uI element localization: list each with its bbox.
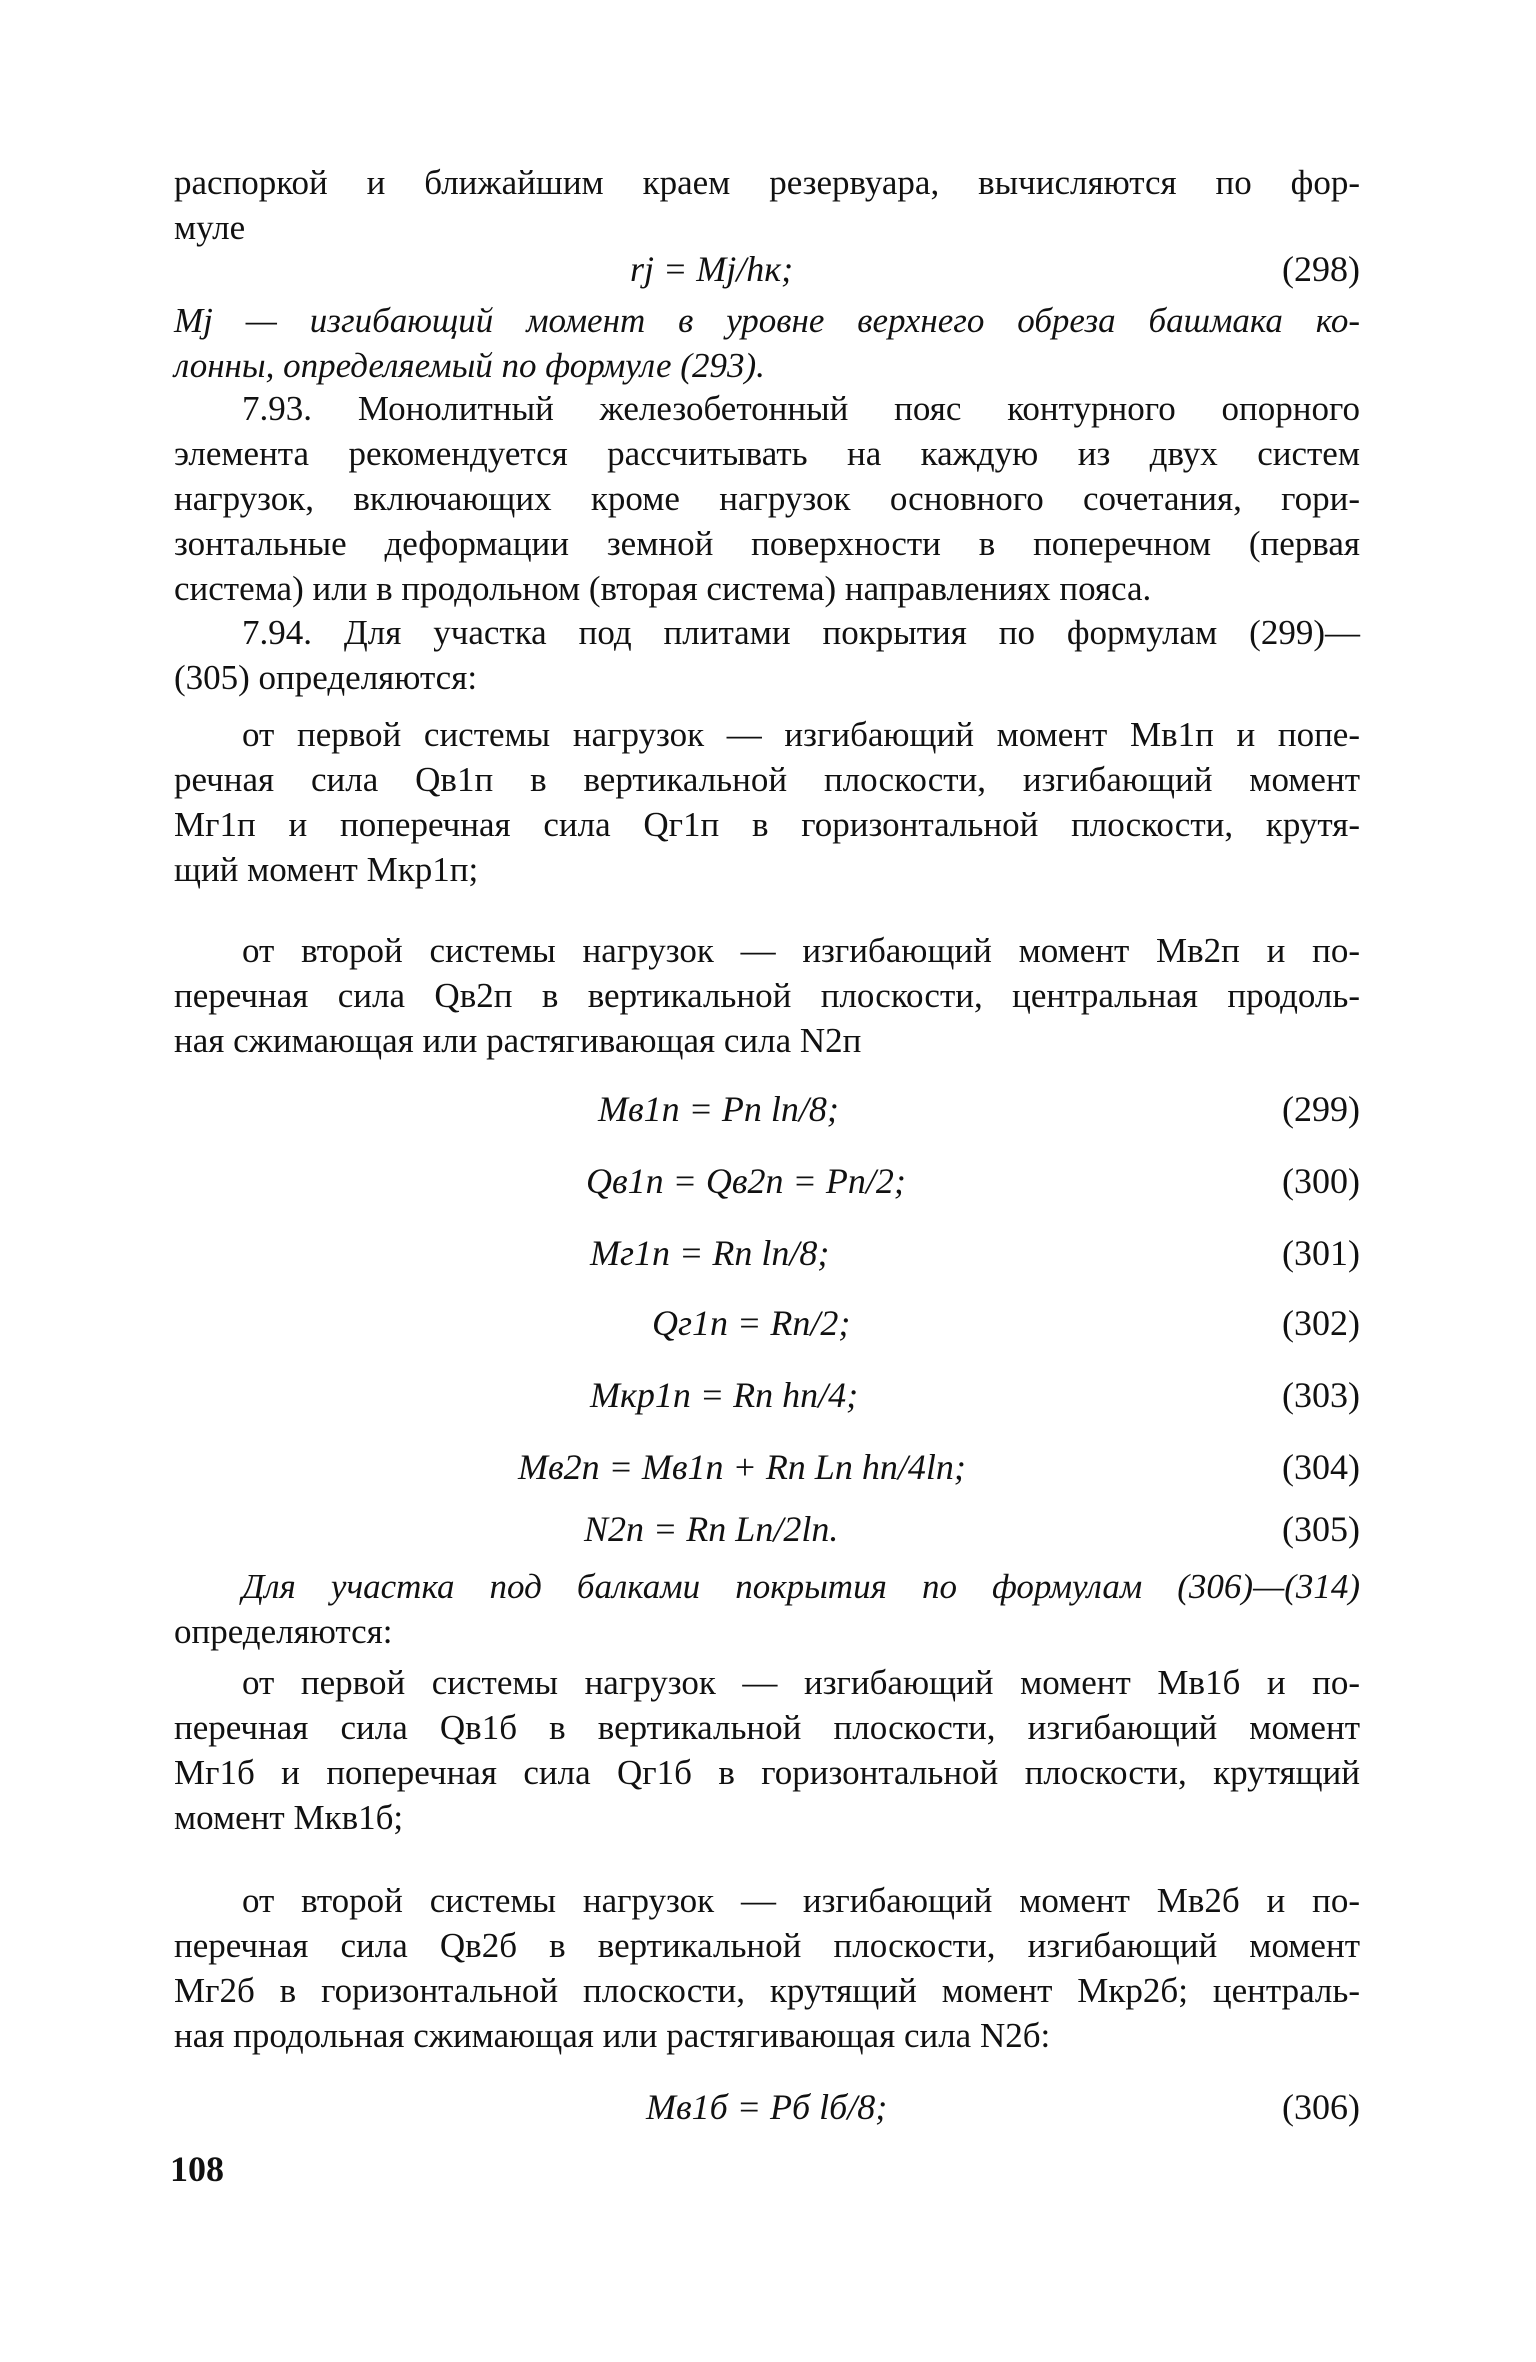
text-line: Mг1б и поперечная сила Qг1б в горизонтальной плоскости, крутящий (174, 1753, 1360, 1792)
text-line: 7.94. Для участка под плитами покрытия по формулам (299)— (242, 613, 1360, 652)
text-line: определяются: (174, 1612, 393, 1651)
equation-305 (174, 1508, 1360, 1556)
equation-number: (299) (1282, 1089, 1360, 1129)
text-line: элемента рекомендуется рассчитывать на каждую из двух систем (174, 434, 1360, 473)
equation-300 (174, 1160, 1360, 1208)
equation-number: (302) (1282, 1303, 1360, 1343)
text-line: перечная сила Qв1б в вертикальной плоскости, изгибающий момент (174, 1708, 1360, 1747)
text-line: от первой системы нагрузок — изгибающий момент Mв1б и по- (242, 1663, 1360, 1702)
equation-302 (174, 1302, 1360, 1350)
equation-formula: Qг1п = Rп/2; (652, 1303, 851, 1343)
equation-formula: Mв1б = Pб lб/8; (646, 2087, 888, 2127)
equation-number: (305) (1282, 1509, 1360, 1549)
text-line: Mг2б в горизонтальной плоскости, крутящий момент Mкр2б; централь- (174, 1971, 1360, 2010)
text-line: распоркой и ближайшим краем резервуара, вычисляются по фор- (174, 163, 1360, 202)
equation-formula: Qв1п = Qв2п = Pп/2; (586, 1161, 906, 1201)
paragraph-beams (174, 1564, 1360, 1654)
equation-298 (174, 248, 1360, 296)
equation-formula: Mв2п = Mв1п + Rп Lп hп/4lп; (518, 1447, 966, 1487)
text-line: система) или в продольном (вторая система) направлениях пояса. (174, 569, 1152, 608)
paragraph-second-system-beams (174, 1878, 1360, 2058)
paragraph-first-system-slabs (174, 712, 1360, 892)
text-line: момент Mкв1б; (174, 1798, 404, 1837)
text-line: щий момент Mкр1п; (174, 850, 479, 889)
equation-formula: N2п = Rп Lп/2lп. (584, 1509, 839, 1549)
equation-formula: Mв1п = Pп lп/8; (598, 1089, 839, 1129)
equation-299 (174, 1088, 1360, 1136)
text-line: Mj — изгибающий момент в уровне верхнего обреза башмака ко- (174, 301, 1360, 340)
equation-number: (298) (1282, 249, 1360, 289)
equation-formula: rj = Mj/hк; (630, 249, 794, 289)
text-line: муле (174, 208, 246, 247)
equation-number: (301) (1282, 1233, 1360, 1273)
text-line: Mг1п и поперечная сила Qг1п в горизонтальной плоскости, крутя- (174, 805, 1360, 844)
text-line: перечная сила Qв2б в вертикальной плоскости, изгибающий момент (174, 1926, 1360, 1965)
page-number: 108 (170, 2149, 224, 2189)
equation-304 (174, 1446, 1360, 1494)
equation-306 (174, 2086, 1360, 2134)
equation-formula: Mкр1п = Rп hп/4; (590, 1375, 859, 1415)
paragraph-intro (174, 160, 1360, 250)
text-line: нагрузок, включающих кроме нагрузок основного сочетания, гори- (174, 479, 1360, 518)
text-line: перечная сила Qв2п в вертикальной плоскости, центральная продоль- (174, 976, 1360, 1015)
text-line: зонтальные деформации земной поверхности в поперечном (первая (174, 524, 1360, 563)
text-line: (305) определяются: (174, 658, 478, 697)
text-line: речная сила Qв1п в вертикальной плоскости, изгибающий момент (174, 760, 1360, 799)
paragraph-7-94 (174, 610, 1360, 700)
text-line: ная сжимающая или растягивающая сила N2п (174, 1021, 862, 1060)
text-line: от первой системы нагрузок — изгибающий момент Mв1п и попе- (242, 715, 1360, 754)
text-line: лонны, определяемый по формуле (293). (174, 346, 765, 385)
equation-formula: Mг1п = Rп lп/8; (590, 1233, 830, 1273)
equation-number: (306) (1282, 2087, 1360, 2127)
equation-303 (174, 1374, 1360, 1422)
equation-number: (303) (1282, 1375, 1360, 1415)
paragraph-definition (174, 298, 1360, 388)
paragraph-second-system-slabs (174, 928, 1360, 1063)
text-line: ная продольная сжимающая или растягивающая сила N2б: (174, 2016, 1051, 2055)
paragraph-7-93 (174, 386, 1360, 611)
equation-number: (300) (1282, 1161, 1360, 1201)
paragraph-first-system-beams (174, 1660, 1360, 1840)
text-line: от второй системы нагрузок — изгибающий момент Mв2б и по- (242, 1881, 1360, 1920)
text-line: Для участка под балками покрытия по формулам (306)—(314) (242, 1567, 1360, 1606)
text-line: от второй системы нагрузок — изгибающий момент Mв2п и по- (242, 931, 1360, 970)
equation-number: (304) (1282, 1447, 1360, 1487)
equation-301 (174, 1232, 1360, 1280)
text-line: 7.93. Монолитный железобетонный пояс контурного опорного (242, 389, 1360, 428)
